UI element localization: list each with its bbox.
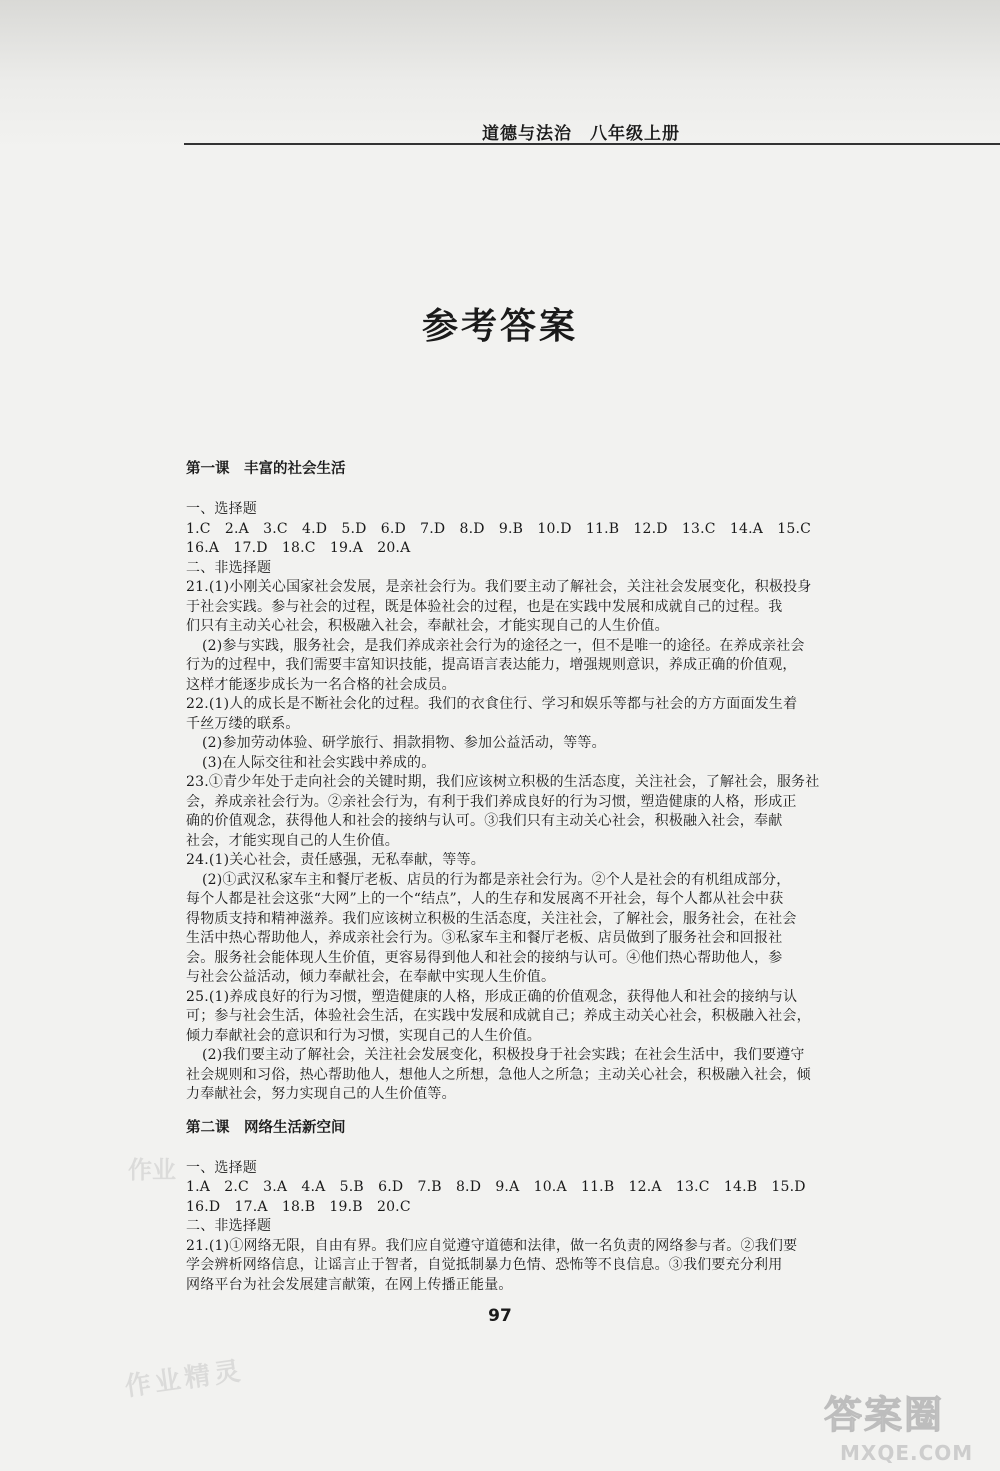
answer-line: 力奉献社会，努力实现自己的人生价值等。 xyxy=(186,1086,456,1102)
answer-line: 们只有主动关心社会，积极融入社会，奉献社会，才能实现自己的人生价值。 xyxy=(186,618,669,634)
logo-text: 答案圈 xyxy=(824,1393,945,1437)
answer-line: 于社会实践。参与社会的过程，既是体验社会的过程，也是在实践中发展和成就自己的过程。我 xyxy=(186,598,783,615)
watermark-stamp xyxy=(115,1335,272,1415)
answer-line: (2)参加劳动体验、研学旅行、捐款捐物、参加公益活动，等等。 xyxy=(202,735,606,751)
answer-line: 22.(1)人的成长是不断社会化的过程。我们的衣食住行、学习和娱乐等都与社会的方方面面发生着 xyxy=(186,696,798,712)
logo-url-text: MXQE.COM xyxy=(840,1441,974,1465)
answer-line: 得物质支持和精神滋养。我们应该树立积极的生活态度，关注社会，了解社会，服务社会，在社会 xyxy=(186,910,797,927)
answer-line: 16.A 17.D 18.C 19.A 20.A xyxy=(186,540,411,556)
answer-line: 24.(1)关心社会，责任感强，无私奉献，等等。 xyxy=(186,852,485,868)
answer-line: 生活中热心帮助他人，养成亲社会行为。③私家车主和餐厅老板、店员做到了服务社会和回报社 xyxy=(186,930,783,946)
answer-line: (2)我们要主动了解社会，关注社会发展变化，积极投身于社会实践；在社会生活中，我们要遵守 xyxy=(202,1047,805,1063)
watermark-text: 作业精灵 xyxy=(123,1356,247,1403)
answer-line: 23.①青少年处于走向社会的关键时期，我们应该树立积极的生活态度，关注社会，了解社会，服务社 xyxy=(186,774,820,790)
answer-line: 社会，才能实现自己的人生价值。 xyxy=(186,832,399,849)
header-rule xyxy=(184,143,1000,145)
answer-line: 可；参与社会生活，体验社会生活，在实践中发展和成就自己；养成主动关心社会，积极融入社会， xyxy=(186,1008,811,1024)
answer-line: 学会辨析网络信息，让谣言止于智者，自觉抵制暴力色情、恐怖等不良信息。③我们要充分利用 xyxy=(186,1257,783,1273)
watermark-faint-text xyxy=(128,1150,208,1190)
answer-line: 二、非选择题 xyxy=(186,1218,272,1234)
answer-line: 社会规则和习俗，热心帮助他人，想他人之所想，急他人之所急；主动关心社会，积极融入社会，倾 xyxy=(186,1066,811,1083)
site-logo-watermark xyxy=(800,1372,1000,1471)
page-number: 97 xyxy=(488,1306,512,1326)
running-header: 道德与法治 八年级上册 xyxy=(482,124,680,144)
answer-line: 会。服务社会能体现人生价值，更容易得到他人和社会的接纳与认可。④他们热心帮助他人，参 xyxy=(186,949,783,966)
answer-line: 1.A 2.C 3.A 4.A 5.B 6.D 7.B 8.D 9.A 10.A 11.B 12.A 13.C 14.B 15.D xyxy=(186,1179,806,1195)
lesson-2-answers xyxy=(186,1159,946,1296)
answer-line: 行为的过程中，我们需要丰富知识技能，提高语言表达能力，增强规则意识，养成正确的价值观， xyxy=(186,657,797,673)
answer-line: 21.(1)①网络无限，自由有界。我们应自觉遵守道德和法律，做一名负责的网络参与者。②我们要 xyxy=(186,1237,798,1254)
answer-line: 这样才能逐步成长为一名合格的社会成员。 xyxy=(186,676,456,693)
lesson-heading: 第一课 丰富的社会生活 xyxy=(186,461,346,477)
answer-line: 一、选择题 xyxy=(186,1159,257,1176)
answer-line: 16.D 17.A 18.B 19.B 20.C xyxy=(186,1198,411,1215)
answer-line: 与社会公益活动，倾力奉献社会，在奉献中实现人生价值。 xyxy=(186,969,556,985)
answer-line: 21.(1)小刚关心国家社会发展，是亲社会行为。我们要主动了解社会，关注社会发展变化，积极投身 xyxy=(186,579,812,595)
answer-line: 一、选择题 xyxy=(186,501,257,517)
lesson-1-answers xyxy=(186,500,946,1105)
answer-line: (2)①武汉私家车主和餐厅老板、店员的行为都是亲社会行为。②个人是社会的有机组成部分， xyxy=(202,871,791,888)
answer-line: (3)在人际交往和社会实践中养成的。 xyxy=(202,754,436,771)
lesson-heading: 第二课 网络生活新空间 xyxy=(186,1119,346,1136)
answer-line: 确的价值观念，获得他人和社会的接纳与认可。③我们只有主动关心社会，积极融入社会，奉献 xyxy=(186,813,783,829)
answer-line: 倾力奉献社会的意识和行为习惯，实现自己的人生价值。 xyxy=(186,1027,541,1044)
answer-line: 每个人都是社会这张“大网”上的一个“结点”，人的生存和发展离不开社会，每个人都从社会中获 xyxy=(186,891,784,907)
answer-line: (2)参与实践，服务社会，是我们养成亲社会行为的途径之一，但不是唯一的途径。在养成亲社会 xyxy=(202,637,805,654)
watermark-text: 作业 xyxy=(128,1156,176,1184)
answer-line: 会，养成亲社会行为。②亲社会行为，有利于我们养成良好的行为习惯，塑造健康的人格，形成正 xyxy=(186,793,797,810)
answer-line: 二、非选择题 xyxy=(186,559,272,576)
answer-line: 25.(1)养成良好的行为习惯，塑造健康的人格，形成正确的价值观念，获得他人和社会的接纳与认 xyxy=(186,988,798,1005)
page-title: 参考答案 xyxy=(421,305,578,347)
answer-line: 千丝万缕的联系。 xyxy=(186,715,300,732)
answer-content xyxy=(186,458,946,1295)
answer-line: 1.C 2.A 3.C 4.D 5.D 6.D 7.D 8.D 9.B 10.D 11.B 12.D 13.C 14.A 15.C xyxy=(186,520,812,537)
answer-line: 网络平台为社会发展建言献策，在网上传播正能量。 xyxy=(186,1276,513,1293)
